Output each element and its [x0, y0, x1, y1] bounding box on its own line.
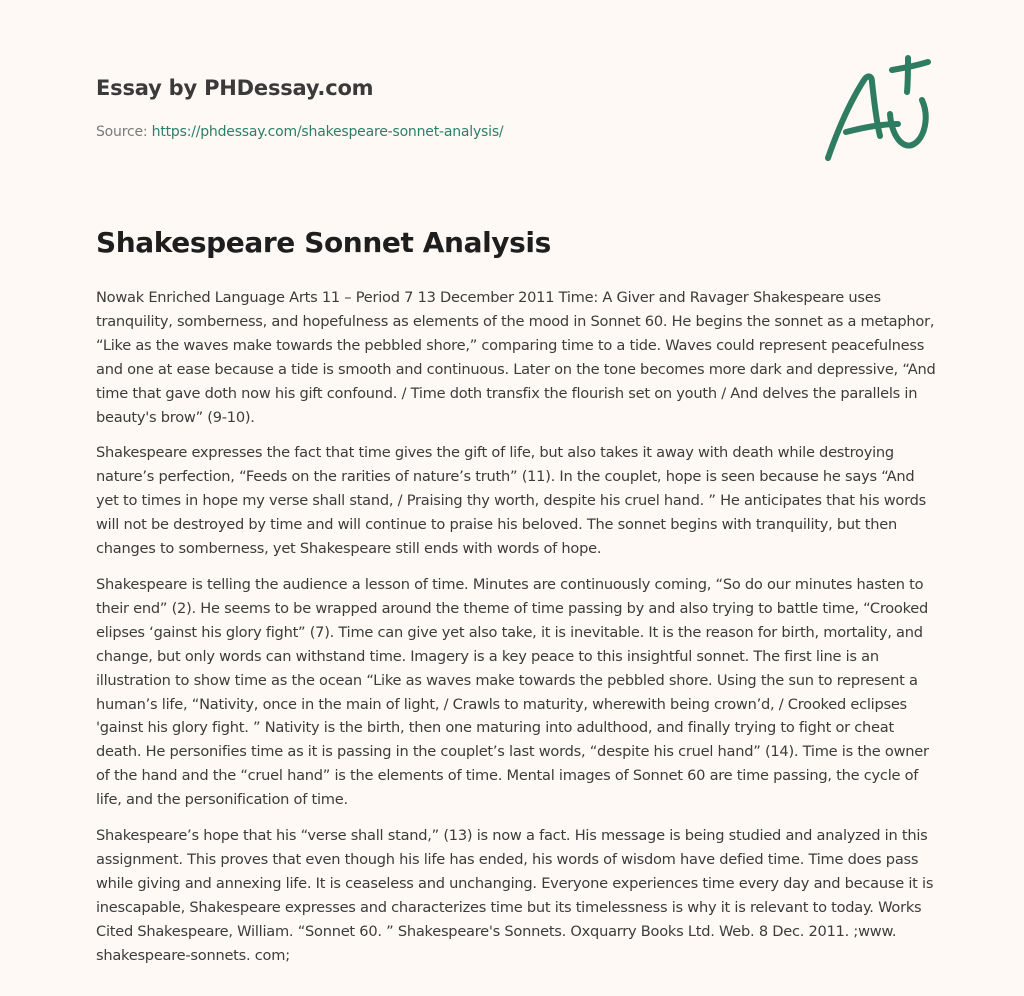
a-plus-grade-icon [822, 40, 932, 170]
essay-header [96, 0, 936, 190]
essay-body [96, 286, 938, 979]
source-label: Source: [96, 124, 152, 140]
source-link[interactable]: https://phdessay.com/shakespeare-sonnet-analysis/ [151, 124, 504, 140]
paragraph: Shakespeare expresses the fact that time gives the gift of life, but also takes it away with death while destroying nature’s perfection, “Feeds on the rarities of nature’s truth” (11). In the couplet, hope is seen because he says “And yet to times in hope my verse shall stand, / Praising thy worth, despite his cruel hand. ” He anticipates that his words will not be destroyed by time and will continue to praise his beloved. The sonnet begins with tranquility, but then changes to somberness, yet Shakespeare still ends with words of hope. [96, 444, 926, 558]
source-line [96, 124, 503, 140]
paragraph: Shakespeare is telling the audience a lesson of time. Minutes are continuously coming, “So do our minutes hasten to their end” (2). He seems to be wrapped around the theme of time passing by and also trying to battle time, “Crooked elipses ‘gainst his glory fight” (7). Time can give yet also take, it is inevitable. It is the reason for birth, mortality, and change, but only words can withstand time. Imagery is a key peace to this insightful sonnet. The first line is an illustration to show time as the ocean “Like as waves make towards the pebbled shore. Using the sun to represent a human’s life, “Nativity, once in the main of light, / Crawls to maturity, wherewith being crown’d, / Crooked eclipses 'gainst his glory fight. ” Nativity is the birth, then one maturing into adulthood, and finally trying to fight or cheat death. He personifies time as it is passing in the couplet’s last words, “despite his cruel hand” (14). Time is the owner of the hand and the “cruel hand” is the elements of time. Mental images of Sonnet 60 are time passing, the cycle of life, and the personification of time. [96, 575, 929, 809]
page-title: Shakespeare Sonnet Analysis [96, 226, 551, 259]
brand-title: Essay by PHDessay.com [96, 76, 374, 100]
paragraph: Nowak Enriched Language Arts 11 – Period 7 13 December 2011 Time: A Giver and Ravager Shakespeare uses tranquility, somberness, and hopefulness as elements of the mood in Sonnet 60. He begins the sonnet as a metaphor, “Like as the waves make towards the pebbled shore,” comparing time to a tide. Waves could represent peacefulness and one at ease because a tide is smooth and continuous. Later on the tone becomes more dark and depressive, “And time that gave doth now his gift confound. / Time doth transfix the flourish set on youth / And delves the parallels in beauty's brow” (9-10). [96, 289, 936, 426]
paragraph: Shakespeare’s hope that his “verse shall stand,” (13) is now a fact. His message is being studied and analyzed in this assignment. This proves that even though his life has ended, his words of wisdom have defied time. Time does pass while giving and annexing life. It is ceaseless and unchanging. Everyone experiences time every day and because it is inescapable, Shakespeare expresses and characterizes time but its timelessness is why it is relevant to today. Works Cited Shakespeare, William. “Sonnet 60. ” Shakespeare's Sonnets. Oxquarry Books Ltd. Web. 8 Dec. 2011. ;www. shakespeare-sonnets. com; [96, 827, 934, 964]
